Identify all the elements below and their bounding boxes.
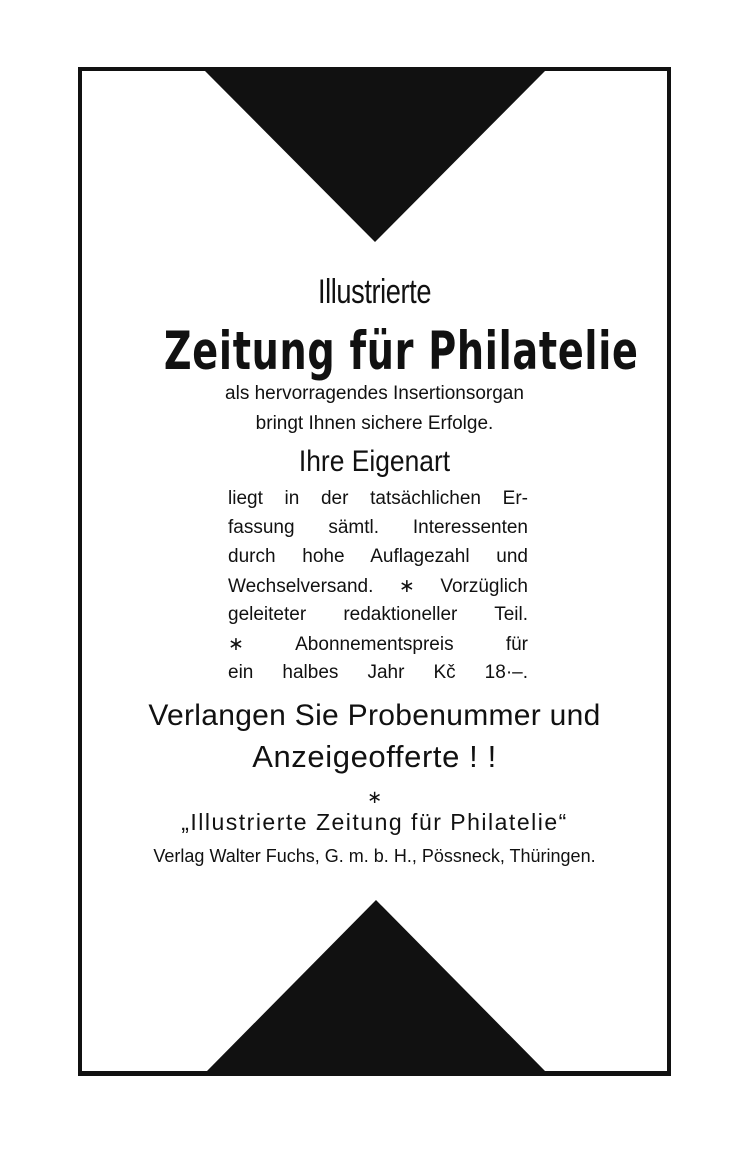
body-line-2: fassung sämtl. Interessenten (228, 517, 528, 538)
body-line-5: geleiteter redaktioneller Teil. (228, 604, 528, 625)
separator-star-icon: ∗ (366, 787, 383, 808)
body-line-4: Wechselversand. ∗ Vorzüglich (228, 576, 528, 597)
subheading: Ihre Eigenart (298, 445, 451, 478)
call-to-action-line-2: Anzeigeofferte ! ! (252, 739, 497, 774)
title-small: Illustrierte (317, 273, 432, 311)
body-line-3: durch hohe Auflagezahl und (228, 546, 528, 567)
intro-line-2: bringt Ihnen sichere Erfolge. (255, 413, 494, 434)
title-large: Zeitung für Philatelie (163, 321, 639, 382)
body-line-7: ein halbes Jahr Kč 18·–. (228, 662, 528, 683)
publisher-line: Verlag Walter Fuchs, G. m. b. H., Pössneck, Thüringen. (153, 846, 596, 866)
intro-line-1: als hervorragendes Insertionsorgan (225, 383, 524, 404)
body-line-6: ∗ Abonnementspreis für (228, 634, 528, 655)
call-to-action-line-1: Verlangen Sie Probenummer und (148, 699, 601, 732)
publication-name: „Illustrierte Zeitung für Philatelie“ (181, 809, 568, 835)
advert-frame (78, 67, 671, 1076)
body-line-1: liegt in der tatsächlichen Er- (228, 488, 528, 509)
triangle-up-ornament (207, 900, 545, 1071)
